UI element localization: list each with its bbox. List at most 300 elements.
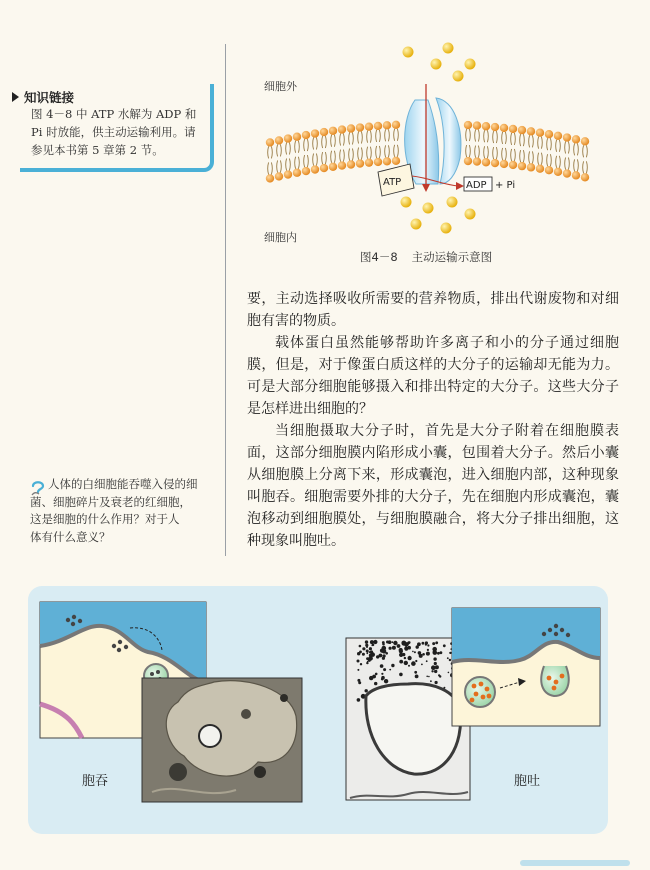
granule [431,670,433,672]
lipid-tail [344,150,345,162]
particle-inside [441,223,452,234]
lipid-tail [362,132,363,144]
granule [433,651,435,653]
lipid-tail [304,155,305,167]
lipid-tail [574,159,575,171]
lipid-head [365,122,373,130]
lipid-tail [466,145,467,157]
lipid-head [518,126,526,134]
granule [435,665,439,669]
granule [374,682,377,685]
lipid-tail [502,148,503,160]
lipid-head [329,163,337,171]
lipid-head [320,128,328,136]
granule [415,675,419,679]
granule [435,681,438,684]
lipid-tail [529,135,530,147]
figure-caption [360,249,492,265]
lipid-tail [556,156,557,168]
granule [448,672,450,674]
lipid-tail [358,148,359,160]
granule [447,657,449,659]
granule [421,664,423,666]
lipid-head [545,130,553,138]
question-line: 这是细胞的什么作用？对于人 [30,512,180,526]
granule [426,652,430,656]
particle-inside [423,203,434,214]
granule [399,660,403,664]
paragraph: 载体蛋白虽然能够帮助许多离子和小的分子通过细胞膜，但是，对于像蛋白质这样的大分子的运输却无能为力。可是大部分细胞能够摄入和排出特定的大分子。这些大分子是怎样进出细胞的？ [247,335,619,417]
lipid-tail [560,156,561,168]
granule [389,647,392,650]
lipid-tail [398,129,399,141]
sidebar [0,0,225,560]
active-transport-diagram [240,38,620,248]
granule [427,644,429,646]
lipid-tail [322,152,323,164]
lipid-head [572,135,580,143]
lipid-head [392,157,400,165]
particle-outside [431,59,442,70]
lipid-tail [340,134,341,146]
granule [425,643,427,645]
granule [411,661,416,666]
main-text [247,288,619,552]
lipid-tail [268,146,269,158]
granule [367,661,369,663]
granule [443,644,446,647]
granule [393,641,397,645]
lipid-tail [344,134,345,146]
granule [399,673,403,677]
question-line: 体有什么意义？ [30,529,111,544]
granule [383,668,386,671]
lipid-tail [524,150,525,162]
lipid-tail [313,154,314,166]
lipid-head [392,121,400,129]
extracellular-label: 细胞外 [264,80,297,93]
granule [358,681,361,684]
lipid-tail [538,137,539,149]
granule [384,679,388,683]
lipid-tail [524,134,525,146]
question-line: 菌、细胞碎片及衰老的红细胞， [30,494,191,509]
granule [369,676,373,680]
granule [366,642,368,644]
lipid-tail [547,138,548,150]
lipid-tail [484,130,485,142]
lipid-tail [322,136,323,148]
lipid-tail [317,138,318,150]
granule [399,649,403,653]
granule [366,646,368,648]
granule [357,660,360,663]
lipid-head [563,133,571,141]
lipid-head [356,159,364,167]
lipid-head [482,158,490,166]
knowledge-link-line: 图 4－8 中 ATP 水解为 ADP 和 [31,107,197,121]
lipid-head [293,169,301,177]
page-footer-bar [520,860,630,866]
lipid-tail [493,131,494,143]
granule [407,641,410,644]
lipid-tail [286,143,287,155]
lipid-tail [367,131,368,143]
granule [391,664,394,667]
granule [380,654,382,656]
lipid-head [266,138,274,146]
granule [404,661,408,665]
granule [389,669,391,671]
granule [434,662,437,665]
lipid-head [293,133,301,141]
figure-number: 图4－8 [360,250,398,264]
granule [392,646,396,650]
lipid-tail [470,145,471,157]
granule [432,642,435,645]
granule [357,669,359,671]
lipid-head [473,157,481,165]
granule [366,650,369,653]
lipid-head [320,164,328,172]
lipid-tail [308,155,309,167]
pi-label: + Pi [495,180,516,191]
lipid-head [374,122,382,130]
lipid-head [563,169,571,177]
lipid-tail [583,161,584,173]
lipid-tail [578,159,579,171]
granule [392,641,394,643]
lipid-tail [542,137,543,149]
knowledge-link-line: 参见本书第 5 章第 2 节。 [31,143,164,157]
lipid-head [473,121,481,129]
lipid-tail [299,141,300,153]
particle-outside [443,43,454,54]
lipid-tail [565,142,566,154]
lipid-tail [475,130,476,142]
lipid-tail [493,147,494,159]
lipid-head [383,121,391,129]
lipid-tail [533,151,534,163]
granule [435,641,438,644]
lipid-head [554,168,562,176]
granule [357,652,360,655]
particle-inside [401,197,412,208]
lipid-tail [358,132,359,144]
particle-inside [465,209,476,220]
lipid-tail [578,143,579,155]
lipid-head [275,136,283,144]
particle-outside [465,59,476,70]
granule [404,657,406,659]
lipid-tail [569,158,570,170]
granule [380,664,384,668]
lipid-tail [389,129,390,141]
lipid-tail [371,147,372,159]
lipid-tail [272,146,273,158]
granule [373,640,377,644]
lipid-head [500,160,508,168]
granule [430,680,432,682]
lipid-tail [515,133,516,145]
granule [365,689,368,692]
granule [366,652,368,654]
lipid-tail [569,142,570,154]
granule [359,645,362,648]
intracellular-label: 细胞内 [264,231,297,244]
granule [381,673,383,675]
granule [422,642,425,645]
lipid-tail [583,145,584,157]
lipid-tail [277,160,278,172]
lipid-tail [479,146,480,158]
granule [382,649,387,654]
particle-outside [403,47,414,58]
granule [414,651,416,653]
lipid-tail [551,154,552,166]
granule [434,670,437,673]
granule [397,644,401,648]
granule [386,641,389,644]
granule [360,663,362,665]
lipid-tail [529,151,530,163]
granule [370,650,373,653]
granule [427,649,429,651]
granule [428,676,430,678]
lipid-head [284,134,292,142]
granule [415,660,417,662]
triangle-bullet-icon [12,92,19,102]
granule [375,673,378,676]
lipid-tail [281,160,282,172]
lipid-head [347,124,355,132]
granule [421,654,423,656]
lipid-tail [353,132,354,144]
lipid-tail [488,130,489,142]
lipid-tail [340,150,341,162]
knowledge-link-title [12,88,74,106]
lipid-head [338,161,346,169]
granule [426,676,428,678]
lipid-tail [511,149,512,161]
granule [426,660,428,662]
exocytosis-label: 胞吐 [514,774,541,789]
lipid-head [383,157,391,165]
granule [383,654,386,657]
lipid-tail [556,140,557,152]
lipid-head [581,137,589,145]
lipid-tail [520,150,521,162]
lipid-head [491,159,499,167]
lipid-tail [497,131,498,143]
lipid-tail [547,154,548,166]
granule [382,643,385,646]
lipid-tail [349,148,350,160]
lipid-tail [389,145,390,157]
lipid-tail [394,129,395,141]
lipid-tail [272,162,273,174]
column-divider [225,44,226,556]
lipid-tail [479,130,480,142]
discussion-question [30,476,230,546]
lipid-head [536,165,544,173]
lipid-tail [394,145,395,157]
particle-inside [411,219,422,230]
lipid-tail [385,129,386,141]
lipid-head [545,166,553,174]
lipid-tail [542,153,543,165]
lipid-tail [466,129,467,141]
granule [433,657,436,660]
lipid-tail [367,147,368,159]
lipid-head [527,127,535,135]
lipid-tail [380,130,381,142]
lipid-tail [497,147,498,159]
lipid-head [302,167,310,175]
granule [414,671,417,674]
granule [418,651,422,655]
granule [431,665,436,670]
lipid-tail [502,132,503,144]
lipid-head [527,163,535,171]
lipid-tail [295,157,296,169]
lipid-tail [353,148,354,160]
lipid-tail [376,146,377,158]
lipid-tail [335,151,336,163]
atp-label: ATP [383,177,402,188]
lipid-tail [349,132,350,144]
lipid-tail [286,159,287,171]
lipid-head [347,160,355,168]
lipid-tail [470,129,471,141]
lipid-head [464,121,472,129]
lipid-tail [506,148,507,160]
granule [362,647,365,650]
lipid-tail [268,162,269,174]
lipid-tail [475,146,476,158]
lipid-tail [484,146,485,158]
lipid-tail [574,143,575,155]
lipid-tail [506,132,507,144]
lipid-tail [587,161,588,173]
lipid-tail [362,148,363,160]
lipid-tail [560,140,561,152]
lipid-head [365,158,373,166]
figure-title: 主动运输示意图 [411,250,493,264]
lipid-head [266,174,274,182]
lipid-tail [299,157,300,169]
lipid-tail [317,154,318,166]
granule [408,657,411,660]
lipid-tail [380,146,381,158]
lipid-tail [511,133,512,145]
lipid-tail [308,139,309,151]
lipid-tail [313,138,314,150]
granule [412,651,414,653]
question-line: 人体的白细胞能吞噬入侵的细 [48,477,198,491]
knowledge-link-title-text: 知识链接 [24,90,75,105]
lipid-head [311,165,319,173]
lipid-head [329,127,337,135]
granule [449,652,451,654]
lipid-tail [326,152,327,164]
lipid-tail [488,146,489,158]
lipid-head [581,173,589,181]
granule [416,645,419,648]
lipid-head [572,171,580,179]
knowledge-link-line: Pi 时放能，供主动运输利用。请 [31,125,196,139]
lipid-head [500,124,508,132]
carrier-protein [405,98,461,184]
lipid-tail [331,151,332,163]
lipid-head [464,157,472,165]
lipid-head [356,123,364,131]
lipid-tail [304,139,305,151]
lipid-head [302,131,310,139]
particle-outside [453,71,464,82]
paragraph-continued: 要，主动选择吸收所需要的营养物质，排出代谢废物和对细胞有害的物质。 [247,291,619,329]
lipid-tail [277,144,278,156]
endocytosis-label: 胞吞 [82,774,109,789]
lipid-tail [335,135,336,147]
lipid-tail [515,149,516,161]
lipid-tail [331,135,332,147]
particle-inside [447,197,458,208]
lipid-head [518,162,526,170]
paragraph: 当细胞摄取大分子时，首先是大分子附着在细胞膜表面，这部分细胞膜内陷形成小囊，包围着大分子。然后小囊从细胞膜上分离下来，形成囊泡，进入细胞内部，这种现象叫胞吞。细胞需要外排的大分子，先在细胞内形成囊泡，囊泡移动到细胞膜处，与细胞膜融合，将大分子排出细胞，这种现象叫胞吐。 [247,423,619,549]
granule [399,653,403,657]
lipid-head [509,161,517,169]
lipid-tail [290,143,291,155]
lipid-head [509,125,517,133]
lipid-head [482,122,490,130]
granule [404,647,408,651]
lipid-head [374,158,382,166]
lipid-head [311,129,319,137]
lipid-tail [326,136,327,148]
figure-panel [28,586,608,834]
lipid-tail [587,145,588,157]
granule [369,647,372,650]
lipid-tail [376,130,377,142]
lipid-tail [385,145,386,157]
lipid-tail [538,153,539,165]
granule [405,644,408,647]
adp-label: ADP [466,180,487,191]
knowledge-link-body [31,105,203,159]
granule [362,653,365,656]
granule [422,653,425,656]
granule [438,674,440,676]
lipid-tail [551,138,552,150]
lipid-head [338,125,346,133]
lipid-tail [281,144,282,156]
lipid-head [554,132,562,140]
lipid-tail [533,135,534,147]
exocytosis-schematic [452,608,600,726]
granule [370,640,374,644]
lipid-tail [371,131,372,143]
lipid-head [491,123,499,131]
granule [440,651,443,654]
lipid-head [284,170,292,178]
granule [366,657,369,660]
granule [408,665,410,667]
lipid-tail [398,145,399,157]
lipid-head [275,172,283,180]
lipid-tail [290,159,291,171]
exocytosis-micrograph [346,638,470,800]
